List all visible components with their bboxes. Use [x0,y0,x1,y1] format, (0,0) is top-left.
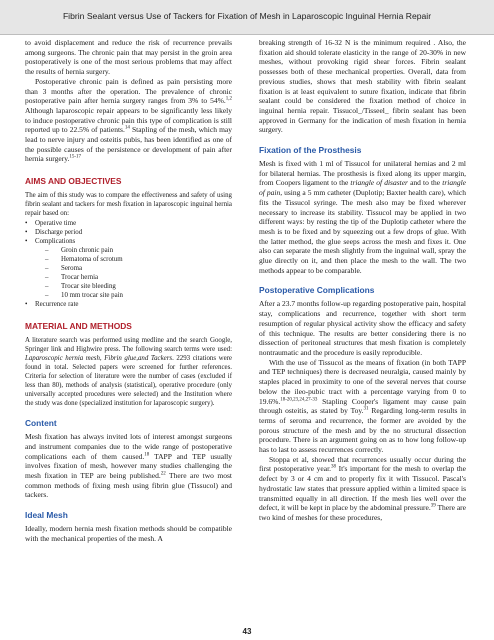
paragraph-methods: A literature search was performed using medline and the search Google, Springer link and Highwire press. The following search terms were used: Laparoscopic hernia mesh, Fibrin glue,and Tackers. 2293 citations were found in total. Selected papers were screened for further references. Criteria for selection of literature were the number of cases (excluded if less than 80), methods of analysis (statistical), operative procedure (only universally accepted procedures were selected) and the Institution where the study was done (specialized institution for laparoscopic surgery). [25,337,232,408]
page-number: 43 [242,627,252,636]
paragraph-chronic-pain: Postoperative chronic pain is defined as pain persisting more than 3 months after the operation. The prevalence of chronic postoperative pain after hernia surgery ranges from 3% to 54%.$^{1,2}$ Although laparoscopic repair appears to be significantly less likely to induce postoperative chronic pain this type of complication is still reported up to 22.5% of patients.$^{14}$ Stapling of the mesh, which may lead to nerve injury and osteitis pubis, has been identified as one of the possible causes of the persistence or development of pain after hernia surgery.$^{15-17}$ [25,76,232,164]
section-heading-content: Content [25,418,57,429]
sub-list-item: – Seroma [45,265,83,273]
section-heading-aims: AIMS AND OBJECTIVES [25,176,122,187]
list-item: • Recurrence rate [25,301,79,309]
paragraph-fibrin: breaking strength of 16-32 N is the minimum required . Also, the fixation aid should tolerate elasticity in the range of 20-30% in new meshes, without provoking rigid shear forces. Fibrin sealant possesses both of these mechanical properties. Overall, data from previous studies, shows that mesh stability with fibrin sealant fixation is at least equivalent to suture fixation, indicate that fibrin sealant could be considered the fixation method of choice in inguinal hernia repair. Tissucol_/Tisseel_ fibrin sealant has been approved in Germany for the indication of mesh fixation in hernia surgery. [259,38,466,135]
sub-list-item: – Groin chronic pain [45,247,114,255]
aims-list [25,219,232,309]
section-heading-fixation: Fixation of the Prosthesis [259,145,362,156]
running-header [0,0,494,35]
list-item: • Operative time [25,220,77,228]
paragraph-content: Mesh fixation has always invited lots of interest amongst surgeons and instrument companies due to the wide range of postoperative complications each of them caused.$^{18}$ TAPP and TEP usually involves fixation of mesh, however many studies challenging the mesh fixation in TEP are being published.$^{22}$ There are two most common methods of fixing mesh using fibrin glue (Tissucol) and tackers. [25,432,232,500]
list-item: • Complications – Groin chronic pain – Hematoma of scrotum – Seroma – Trocar hernia – Trocar site bleeding – 10 mm trocar site pain [25,237,232,300]
paragraph-followup: After a 23.7 months follow-up regarding postoperative pain, hospital stay, complications and recurrence, together with short term resumption of regular physical activity show the efficacy and safety of this technique. The results are better considering there is no dissection of peritoneal structures that mesh fixation is completely nontraumatic and the procedure is easily reproducible. [259,299,466,357]
sub-list-item: – Trocar hernia [45,274,99,282]
paragraph-stoppa: Stoppa et al, showed that recurrences usually occur during the first postoperative year.$^{38}$ It's important for the mesh to overlap the defect by 3 or 4 cm and to properly fix it with Tissucol. Pascal's hydrostatic law states that pressure applied within a limited space is transmitted equally in all direction. If the mesh lies well over the defect, it will be kept in place by the abdominal pressure.$^{39}$ There are two kind of meshes for these procedures, [259,454,466,522]
list-item: • Discharge period [25,229,83,237]
left-column [25,38,232,543]
paragraph-fixation: Mesh is fixed with 1 ml of Tissucol for unilateral hernias and 2 ml for bilateral hernias. The prosthesis is fixed along its upper margin, from Coopers ligament to the triangle of disaster and to the triangle of pain, using a 5 mm catheter (Duplotip; Baxter health care), which fits the Tissucol syringe. The mesh also may be fixed wherever necessary to increase its stability. Tissucol may be applied in two different ways: by resting the tip of the Duplotip catheter where the mesh is to be fixed and by squeezing out a few drops of glue. With the latter method, the glue seeps across the mesh and fixes it. One also can separate the mesh slightly from the inguinal wall, spray the glue directly on it, and then place the mesh to the wall. The two methods appear to be comparable. [259,159,467,275]
sub-list-item: – Hematoma of scrotum [45,256,123,264]
paragraph-tissucol-neuralgia: With the use of Tissucol as the means of fixation (in both TAPP and TEP techniques) there is decreased neuralgia, caused mainly by staples placed in proximity to one of the several nerves that course below the ileo-pubic tract with a percentage varying from 0 to 19.6%.$^{18-20,23,24,27-33}$ Stapling Cooper's ligament may cause pain through osteitis, as stated by Toy.$^{31}$ Regarding long-term results in terms of seroma and recurrence, the former are avoided by the porous structure of the mesh and by the no structural dissection procedure. There is an argument going on as to how long follow-up has to last to assess recurrences correctly. [259,357,467,455]
right-column [259,38,466,523]
section-heading-ideal-mesh: Ideal Mesh [25,510,68,521]
section-heading-material-methods: MATERIAL AND METHODS [25,321,132,332]
sub-list-item: – Trocar site bleeding [45,283,116,291]
running-header-title: Fibrin Sealant versus Use of Tackers for Fixation of Mesh in Laparoscopic Inguinal Hernia Repair [62,11,432,21]
section-heading-postoperative: Postoperative Complications [259,285,375,296]
paragraph-aims: The aim of this study was to compare the effectiveness and safety of using fibrin sealant and tackers for mesh fixation in laparoscopic inguinal hernia repair based on: [25,192,232,218]
paragraph: to avoid displacement and reduce the risk of recurrence prevails among surgeons. The chronic pain that may persist in the groin area postoperatively is one of the most serious problems that may affect the results of hernia surgery. [25,38,232,77]
sub-list-item: – 10 mm trocar site pain [45,292,123,300]
paragraph-ideal-mesh: Ideally, modern hernia mesh fixation methods should be compatible with the mechanical properties of the mesh. A [25,524,232,543]
complications-sublist [35,246,232,300]
